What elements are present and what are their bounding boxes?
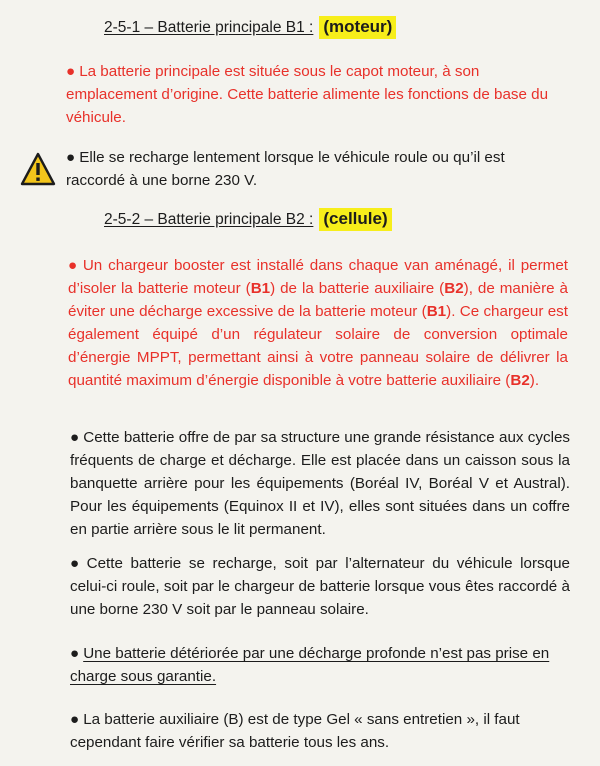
paragraph-text: ) de la batterie auxiliaire ( (270, 280, 445, 297)
paragraph-warranty-notice (70, 642, 570, 688)
paragraph-text: ). Ce chargeur est également équipé d’un régulateur solaire de conversion optimale d’énergie MPPT, permettant ainsi à votre panneau solaire de délivrer la quantité maximum d’énergie disponible à votre batterie auxiliaire ( (68, 303, 568, 389)
section-heading-label: 2-5-1 – Batterie principale B1 : (104, 18, 314, 36)
section-heading-2-5-1 (104, 16, 396, 39)
bullet: ● (66, 63, 76, 80)
bullet: ● (68, 257, 79, 274)
highlight-label: (moteur) (319, 16, 396, 39)
paragraph-text: Cette batterie se recharge, soit par l’alternateur du véhicule lorsque celui-ci roule, soit par le chargeur de batterie lorsque vous êtes raccordé à une borne 230 V soit par le panneau solaire. (70, 555, 570, 618)
paragraph-text: Cette batterie offre de par sa structure une grande résistance aux cycles fréquents de charge et décharge. Elle est placée dans un caisson sous la banquette arrière pour les équipements (Boréal IV, Boréal V et Austral). Pour les équipements (Equinox II et IV), elles sont situées dans un coffre en partie arrière sous le lit permanent. (70, 429, 570, 538)
bullet: ● (70, 711, 80, 728)
paragraph-b1-location (66, 60, 552, 129)
paragraph-booster-charger (68, 254, 568, 392)
bullet: ● (70, 555, 83, 572)
paragraph-text: Une batterie détériorée par une décharge profonde n’est pas prise en charge sous garantie. (70, 645, 550, 685)
bullet: ● (70, 429, 80, 446)
bullet: ● (70, 645, 80, 662)
paragraph-gel-battery (70, 708, 570, 754)
paragraph-text: Un chargeur booster est installé dans chaque van aménagé, il permet d’isoler la batterie moteur ( (68, 257, 568, 297)
paragraph-b1-recharge (66, 146, 552, 192)
section-heading-label: 2-5-2 – Batterie principale B2 : (104, 210, 314, 228)
bold-reference: B2 (444, 280, 464, 297)
highlight-label: (cellule) (319, 208, 391, 231)
paragraph-text: La batterie principale est située sous le capot moteur, à son emplacement d’origine. Cette batterie alimente les fonctions de base du véhicule. (66, 63, 549, 126)
paragraph-battery-recharge (70, 552, 570, 621)
bold-reference: B1 (250, 280, 271, 297)
bold-reference: B2 (510, 372, 530, 389)
section-heading-2-5-2 (104, 208, 392, 231)
paragraph-text: ), de manière à éviter une décharge excessive de la batterie moteur ( (68, 280, 568, 320)
paragraph-text: ). (529, 372, 540, 389)
paragraph-battery-structure (70, 426, 570, 541)
warning-triangle-icon (20, 152, 56, 186)
paragraph-text: La batterie auxiliaire (B) est de type Gel « sans entretien », il faut cependant faire vérifier sa batterie tous les ans. (70, 711, 520, 751)
paragraph-text: Elle se recharge lentement lorsque le véhicule roule ou qu’il est raccordé à une borne 230 V. (66, 149, 505, 189)
bold-reference: B1 (426, 303, 447, 320)
bullet: ● (66, 149, 76, 166)
